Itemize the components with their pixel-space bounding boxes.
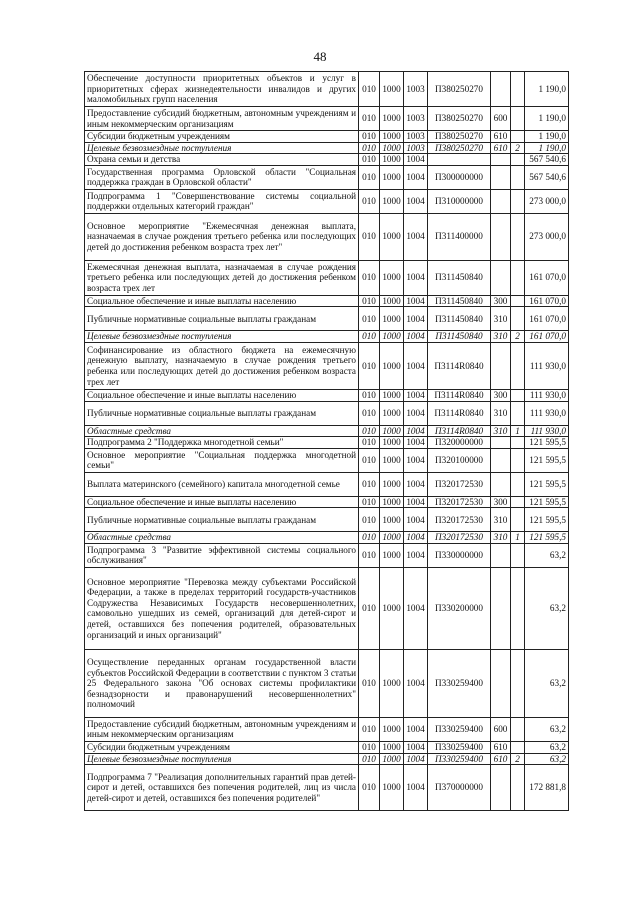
row-ministry-code: 010 bbox=[359, 472, 380, 496]
row-subsection-code: 1004 bbox=[404, 765, 428, 811]
row-section-code: 1000 bbox=[380, 189, 404, 213]
row-section-code: 1000 bbox=[380, 508, 404, 532]
row-section-code: 1000 bbox=[380, 741, 404, 753]
row-amount: 161 070,0 bbox=[525, 295, 569, 307]
row-name: Подпрограмма 7 "Реализация дополнительных гарантий прав детей-сирот и детей, оставшихся без попечения родителей, лиц из числа детей-сирот и детей, оставшихся без попечения родителей" bbox=[85, 765, 359, 811]
row-name: Целевые безвозмездные поступления bbox=[85, 142, 359, 154]
table-row bbox=[85, 425, 569, 437]
row-target-article: П311450840 bbox=[428, 260, 491, 295]
row-section-code: 1000 bbox=[380, 131, 404, 143]
row-target-article: П320172530 bbox=[428, 532, 491, 544]
row-subsection-code: 1004 bbox=[404, 437, 428, 449]
row-funding-source bbox=[511, 342, 525, 389]
row-expense-type: 310 bbox=[491, 307, 511, 331]
row-funding-source bbox=[511, 307, 525, 331]
row-funding-source bbox=[511, 107, 525, 131]
row-funding-source bbox=[511, 389, 525, 401]
row-subsection-code: 1004 bbox=[404, 496, 428, 508]
row-name: Выплата материнского (семейного) капитала многодетной семье bbox=[85, 472, 359, 496]
row-section-code: 1000 bbox=[380, 295, 404, 307]
row-ministry-code: 010 bbox=[359, 260, 380, 295]
table-row bbox=[85, 295, 569, 307]
row-section-code: 1000 bbox=[380, 213, 404, 260]
row-expense-type: 600 bbox=[491, 107, 511, 131]
row-subsection-code: 1003 bbox=[404, 142, 428, 154]
row-name: Подпрограмма 1 "Совершенствование системы социальной поддержки отдельных категорий граждан" bbox=[85, 189, 359, 213]
row-amount: 567 540,6 bbox=[525, 154, 569, 166]
row-funding-source: 1 bbox=[511, 532, 525, 544]
row-target-article: П330259400 bbox=[428, 649, 491, 717]
row-subsection-code: 1004 bbox=[404, 543, 428, 567]
row-target-article: П311450840 bbox=[428, 295, 491, 307]
row-ministry-code: 010 bbox=[359, 543, 380, 567]
row-funding-source: 2 bbox=[511, 753, 525, 765]
row-amount: 121 595,5 bbox=[525, 532, 569, 544]
row-ministry-code: 010 bbox=[359, 154, 380, 166]
row-ministry-code: 010 bbox=[359, 389, 380, 401]
row-funding-source bbox=[511, 154, 525, 166]
row-subsection-code: 1004 bbox=[404, 307, 428, 331]
row-name: Охрана семьи и детства bbox=[85, 154, 359, 166]
row-name: Ежемесячная денежная выплата, назначаемая в случае рождения третьего ребенка или последующих детей до достижения ребенком возраста трех лет bbox=[85, 260, 359, 295]
row-amount: 63,2 bbox=[525, 717, 569, 741]
row-funding-source bbox=[511, 131, 525, 143]
table-row bbox=[85, 107, 569, 131]
row-expense-type: 300 bbox=[491, 389, 511, 401]
table-row bbox=[85, 401, 569, 425]
row-section-code: 1000 bbox=[380, 543, 404, 567]
row-subsection-code: 1004 bbox=[404, 342, 428, 389]
table-row bbox=[85, 508, 569, 532]
table-row bbox=[85, 142, 569, 154]
row-subsection-code: 1004 bbox=[404, 567, 428, 649]
row-funding-source bbox=[511, 543, 525, 567]
row-subsection-code: 1003 bbox=[404, 107, 428, 131]
row-target-article: П320172530 bbox=[428, 472, 491, 496]
row-ministry-code: 010 bbox=[359, 717, 380, 741]
row-name: Социальное обеспечение и иные выплаты населению bbox=[85, 295, 359, 307]
row-target-article: П320100000 bbox=[428, 448, 491, 472]
row-expense-type bbox=[491, 213, 511, 260]
row-subsection-code: 1004 bbox=[404, 189, 428, 213]
row-amount: 121 595,5 bbox=[525, 437, 569, 449]
row-section-code: 1000 bbox=[380, 342, 404, 389]
row-ministry-code: 010 bbox=[359, 753, 380, 765]
table-row bbox=[85, 260, 569, 295]
row-subsection-code: 1004 bbox=[404, 213, 428, 260]
row-target-article: П3114R0840 bbox=[428, 401, 491, 425]
row-subsection-code: 1004 bbox=[404, 331, 428, 343]
table-row bbox=[85, 342, 569, 389]
row-amount: 273 000,0 bbox=[525, 213, 569, 260]
table-row bbox=[85, 567, 569, 649]
row-subsection-code: 1004 bbox=[404, 472, 428, 496]
row-section-code: 1000 bbox=[380, 389, 404, 401]
row-name: Основное мероприятие "Ежемесячная денежная выплата, назначаемая в случае рождения третьего ребенка или последующих детей до достижения ребенком возраста трех лет" bbox=[85, 213, 359, 260]
row-ministry-code: 010 bbox=[359, 448, 380, 472]
row-expense-type: 310 bbox=[491, 532, 511, 544]
row-expense-type: 300 bbox=[491, 496, 511, 508]
row-name: Целевые безвозмездные поступления bbox=[85, 753, 359, 765]
row-ministry-code: 010 bbox=[359, 437, 380, 449]
table-row bbox=[85, 331, 569, 343]
row-section-code: 1000 bbox=[380, 307, 404, 331]
row-ministry-code: 010 bbox=[359, 765, 380, 811]
row-ministry-code: 010 bbox=[359, 189, 380, 213]
row-ministry-code: 010 bbox=[359, 567, 380, 649]
row-name: Областные средства bbox=[85, 532, 359, 544]
row-funding-source bbox=[511, 508, 525, 532]
row-funding-source bbox=[511, 765, 525, 811]
table-row bbox=[85, 154, 569, 166]
row-amount: 121 595,5 bbox=[525, 472, 569, 496]
row-amount: 172 881,8 bbox=[525, 765, 569, 811]
table-row bbox=[85, 72, 569, 107]
row-funding-source bbox=[511, 72, 525, 107]
table-row bbox=[85, 496, 569, 508]
table-row bbox=[85, 741, 569, 753]
row-amount: 1 190,0 bbox=[525, 72, 569, 107]
row-expense-type bbox=[491, 260, 511, 295]
row-amount: 111 930,0 bbox=[525, 401, 569, 425]
row-subsection-code: 1003 bbox=[404, 131, 428, 143]
row-name: Подпрограмма 2 "Поддержка многодетной семьи" bbox=[85, 437, 359, 449]
table-row bbox=[85, 543, 569, 567]
table-row bbox=[85, 448, 569, 472]
row-subsection-code: 1004 bbox=[404, 532, 428, 544]
row-subsection-code: 1004 bbox=[404, 260, 428, 295]
row-expense-type: 610 bbox=[491, 131, 511, 143]
row-expense-type bbox=[491, 165, 511, 189]
row-name: Социальное обеспечение и иные выплаты населению bbox=[85, 389, 359, 401]
row-ministry-code: 010 bbox=[359, 142, 380, 154]
row-subsection-code: 1004 bbox=[404, 448, 428, 472]
row-amount: 111 930,0 bbox=[525, 342, 569, 389]
row-expense-type bbox=[491, 543, 511, 567]
row-target-article: П3114R0840 bbox=[428, 342, 491, 389]
row-target-article: П330259400 bbox=[428, 717, 491, 741]
row-target-article: П380250270 bbox=[428, 131, 491, 143]
row-ministry-code: 010 bbox=[359, 331, 380, 343]
row-amount: 111 930,0 bbox=[525, 425, 569, 437]
row-subsection-code: 1004 bbox=[404, 508, 428, 532]
row-target-article: П311450840 bbox=[428, 307, 491, 331]
row-ministry-code: 010 bbox=[359, 165, 380, 189]
row-expense-type bbox=[491, 567, 511, 649]
row-subsection-code: 1003 bbox=[404, 72, 428, 107]
row-target-article: П380250270 bbox=[428, 107, 491, 131]
row-target-article: П311450840 bbox=[428, 331, 491, 343]
row-amount: 273 000,0 bbox=[525, 189, 569, 213]
row-target-article: П320000000 bbox=[428, 437, 491, 449]
row-amount: 63,2 bbox=[525, 543, 569, 567]
row-ministry-code: 010 bbox=[359, 213, 380, 260]
row-amount: 567 540,6 bbox=[525, 165, 569, 189]
row-subsection-code: 1004 bbox=[404, 165, 428, 189]
row-ministry-code: 010 bbox=[359, 295, 380, 307]
table-row bbox=[85, 472, 569, 496]
row-funding-source bbox=[511, 567, 525, 649]
row-name: Подпрограмма 3 "Развитие эффективной системы социального обслуживания" bbox=[85, 543, 359, 567]
row-name: Софинансирование из областного бюджета на ежемесячную денежную выплату, назначаемую в случае рождения третьего ребенка или последующих детей до достижения ребенком возраста трех лет bbox=[85, 342, 359, 389]
row-expense-type: 600 bbox=[491, 717, 511, 741]
row-section-code: 1000 bbox=[380, 649, 404, 717]
row-target-article: П330200000 bbox=[428, 567, 491, 649]
row-amount: 121 595,5 bbox=[525, 448, 569, 472]
table-row bbox=[85, 532, 569, 544]
row-section-code: 1000 bbox=[380, 717, 404, 741]
row-expense-type bbox=[491, 765, 511, 811]
row-expense-type: 310 bbox=[491, 508, 511, 532]
row-section-code: 1000 bbox=[380, 260, 404, 295]
row-ministry-code: 010 bbox=[359, 342, 380, 389]
row-target-article: П311400000 bbox=[428, 213, 491, 260]
row-amount: 1 190,0 bbox=[525, 142, 569, 154]
row-funding-source bbox=[511, 295, 525, 307]
row-funding-source bbox=[511, 437, 525, 449]
row-target-article: П300000000 bbox=[428, 165, 491, 189]
row-amount: 63,2 bbox=[525, 741, 569, 753]
row-section-code: 1000 bbox=[380, 425, 404, 437]
row-name: Основное мероприятие "Социальная поддержка многодетной семьи" bbox=[85, 448, 359, 472]
row-funding-source bbox=[511, 260, 525, 295]
row-expense-type bbox=[491, 649, 511, 717]
row-name: Социальное обеспечение и иные выплаты населению bbox=[85, 496, 359, 508]
row-ministry-code: 010 bbox=[359, 508, 380, 532]
row-target-article: П320172530 bbox=[428, 508, 491, 532]
table-row bbox=[85, 131, 569, 143]
row-funding-source bbox=[511, 165, 525, 189]
row-subsection-code: 1004 bbox=[404, 649, 428, 717]
row-expense-type: 610 bbox=[491, 142, 511, 154]
row-name: Государственная программа Орловской области "Социальная поддержка граждан в Орловской области" bbox=[85, 165, 359, 189]
row-section-code: 1000 bbox=[380, 331, 404, 343]
row-amount: 121 595,5 bbox=[525, 508, 569, 532]
row-section-code: 1000 bbox=[380, 753, 404, 765]
row-name: Областные средства bbox=[85, 425, 359, 437]
row-name: Публичные нормативные социальные выплаты гражданам bbox=[85, 401, 359, 425]
row-expense-type bbox=[491, 342, 511, 389]
table-row bbox=[85, 165, 569, 189]
row-ministry-code: 010 bbox=[359, 741, 380, 753]
row-name: Обеспечение доступности приоритетных объектов и услуг в приоритетных сферах жизнедеятельности инвалидов и других маломобильных групп населения bbox=[85, 72, 359, 107]
row-expense-type: 310 bbox=[491, 331, 511, 343]
row-amount: 1 190,0 bbox=[525, 131, 569, 143]
row-ministry-code: 010 bbox=[359, 72, 380, 107]
row-expense-type bbox=[491, 189, 511, 213]
row-name: Публичные нормативные социальные выплаты гражданам bbox=[85, 508, 359, 532]
row-ministry-code: 010 bbox=[359, 131, 380, 143]
row-target-article: П330259400 bbox=[428, 741, 491, 753]
row-funding-source: 2 bbox=[511, 142, 525, 154]
row-section-code: 1000 bbox=[380, 765, 404, 811]
row-subsection-code: 1004 bbox=[404, 753, 428, 765]
row-section-code: 1000 bbox=[380, 472, 404, 496]
row-section-code: 1000 bbox=[380, 401, 404, 425]
row-name: Предоставление субсидий бюджетным, автономным учреждениям и иным некоммерческим организациям bbox=[85, 717, 359, 741]
row-target-article: П380250270 bbox=[428, 142, 491, 154]
table-row bbox=[85, 717, 569, 741]
row-expense-type: 310 bbox=[491, 425, 511, 437]
row-target-article: П380250270 bbox=[428, 72, 491, 107]
row-ministry-code: 010 bbox=[359, 425, 380, 437]
table-row bbox=[85, 307, 569, 331]
row-funding-source bbox=[511, 189, 525, 213]
row-funding-source bbox=[511, 472, 525, 496]
row-expense-type bbox=[491, 154, 511, 166]
row-ministry-code: 010 bbox=[359, 649, 380, 717]
row-subsection-code: 1004 bbox=[404, 154, 428, 166]
table-row bbox=[85, 753, 569, 765]
row-ministry-code: 010 bbox=[359, 107, 380, 131]
table-row bbox=[85, 649, 569, 717]
row-name: Основное мероприятие "Перевозка между субъектами Российской Федерации, а также в пределах территорий государств-участников Содружества Независимых Государств несовершеннолетних, самовольно ушедших из семей, организаций для детей-сирот и детей, оставшихся без попечения родителей, образовательных организаций и иных организаций" bbox=[85, 567, 359, 649]
row-subsection-code: 1004 bbox=[404, 401, 428, 425]
row-section-code: 1000 bbox=[380, 165, 404, 189]
row-amount: 161 070,0 bbox=[525, 307, 569, 331]
row-subsection-code: 1004 bbox=[404, 295, 428, 307]
row-funding-source: 1 bbox=[511, 425, 525, 437]
table-row bbox=[85, 213, 569, 260]
row-ministry-code: 010 bbox=[359, 307, 380, 331]
row-section-code: 1000 bbox=[380, 496, 404, 508]
budget-table-body bbox=[85, 72, 569, 811]
row-ministry-code: 010 bbox=[359, 496, 380, 508]
row-ministry-code: 010 bbox=[359, 401, 380, 425]
row-section-code: 1000 bbox=[380, 154, 404, 166]
row-section-code: 1000 bbox=[380, 437, 404, 449]
row-amount: 161 070,0 bbox=[525, 260, 569, 295]
row-amount: 63,2 bbox=[525, 753, 569, 765]
row-target-article: П330259400 bbox=[428, 753, 491, 765]
table-row bbox=[85, 189, 569, 213]
row-amount: 111 930,0 bbox=[525, 389, 569, 401]
row-section-code: 1000 bbox=[380, 142, 404, 154]
row-target-article bbox=[428, 154, 491, 166]
row-expense-type: 610 bbox=[491, 741, 511, 753]
row-funding-source bbox=[511, 213, 525, 260]
row-name: Субсидии бюджетным учреждениям bbox=[85, 741, 359, 753]
row-funding-source bbox=[511, 741, 525, 753]
row-expense-type bbox=[491, 72, 511, 107]
row-amount: 63,2 bbox=[525, 567, 569, 649]
row-expense-type: 300 bbox=[491, 295, 511, 307]
row-target-article: П3114R0840 bbox=[428, 389, 491, 401]
row-amount: 161 070,0 bbox=[525, 331, 569, 343]
row-section-code: 1000 bbox=[380, 448, 404, 472]
row-subsection-code: 1004 bbox=[404, 389, 428, 401]
row-expense-type: 610 bbox=[491, 753, 511, 765]
row-target-article: П320172530 bbox=[428, 496, 491, 508]
row-target-article: П330000000 bbox=[428, 543, 491, 567]
row-funding-source bbox=[511, 649, 525, 717]
row-subsection-code: 1004 bbox=[404, 717, 428, 741]
budget-table bbox=[84, 71, 569, 811]
page-number: 48 bbox=[313, 49, 327, 64]
row-amount: 1 190,0 bbox=[525, 107, 569, 131]
row-section-code: 1000 bbox=[380, 532, 404, 544]
row-expense-type bbox=[491, 437, 511, 449]
table-row bbox=[85, 765, 569, 811]
row-funding-source bbox=[511, 448, 525, 472]
row-section-code: 1000 bbox=[380, 567, 404, 649]
row-ministry-code: 010 bbox=[359, 532, 380, 544]
row-funding-source: 2 bbox=[511, 331, 525, 343]
row-funding-source bbox=[511, 401, 525, 425]
row-subsection-code: 1004 bbox=[404, 741, 428, 753]
row-target-article: П3114R0840 bbox=[428, 425, 491, 437]
table-row bbox=[85, 389, 569, 401]
row-name: Субсидии бюджетным учреждениям bbox=[85, 131, 359, 143]
row-funding-source bbox=[511, 717, 525, 741]
row-expense-type: 310 bbox=[491, 401, 511, 425]
row-amount: 121 595,5 bbox=[525, 496, 569, 508]
row-section-code: 1000 bbox=[380, 72, 404, 107]
table-row bbox=[85, 437, 569, 449]
row-target-article: П370000000 bbox=[428, 765, 491, 811]
row-subsection-code: 1004 bbox=[404, 425, 428, 437]
row-amount: 63,2 bbox=[525, 649, 569, 717]
row-name: Осуществление переданных органам государственной власти субъектов Российской Федерации в соответствии с пунктом 3 статьи 25 Федерального закона "Об основах системы профилактики безнадзорности и правонарушений несовершеннолетних" полномочий bbox=[85, 649, 359, 717]
row-target-article: П310000000 bbox=[428, 189, 491, 213]
row-expense-type bbox=[491, 472, 511, 496]
row-expense-type bbox=[491, 448, 511, 472]
row-funding-source bbox=[511, 496, 525, 508]
row-section-code: 1000 bbox=[380, 107, 404, 131]
row-name: Целевые безвозмездные поступления bbox=[85, 331, 359, 343]
row-name: Публичные нормативные социальные выплаты гражданам bbox=[85, 307, 359, 331]
row-name: Предоставление субсидий бюджетным, автономным учреждениям и иным некоммерческим организациям bbox=[85, 107, 359, 131]
